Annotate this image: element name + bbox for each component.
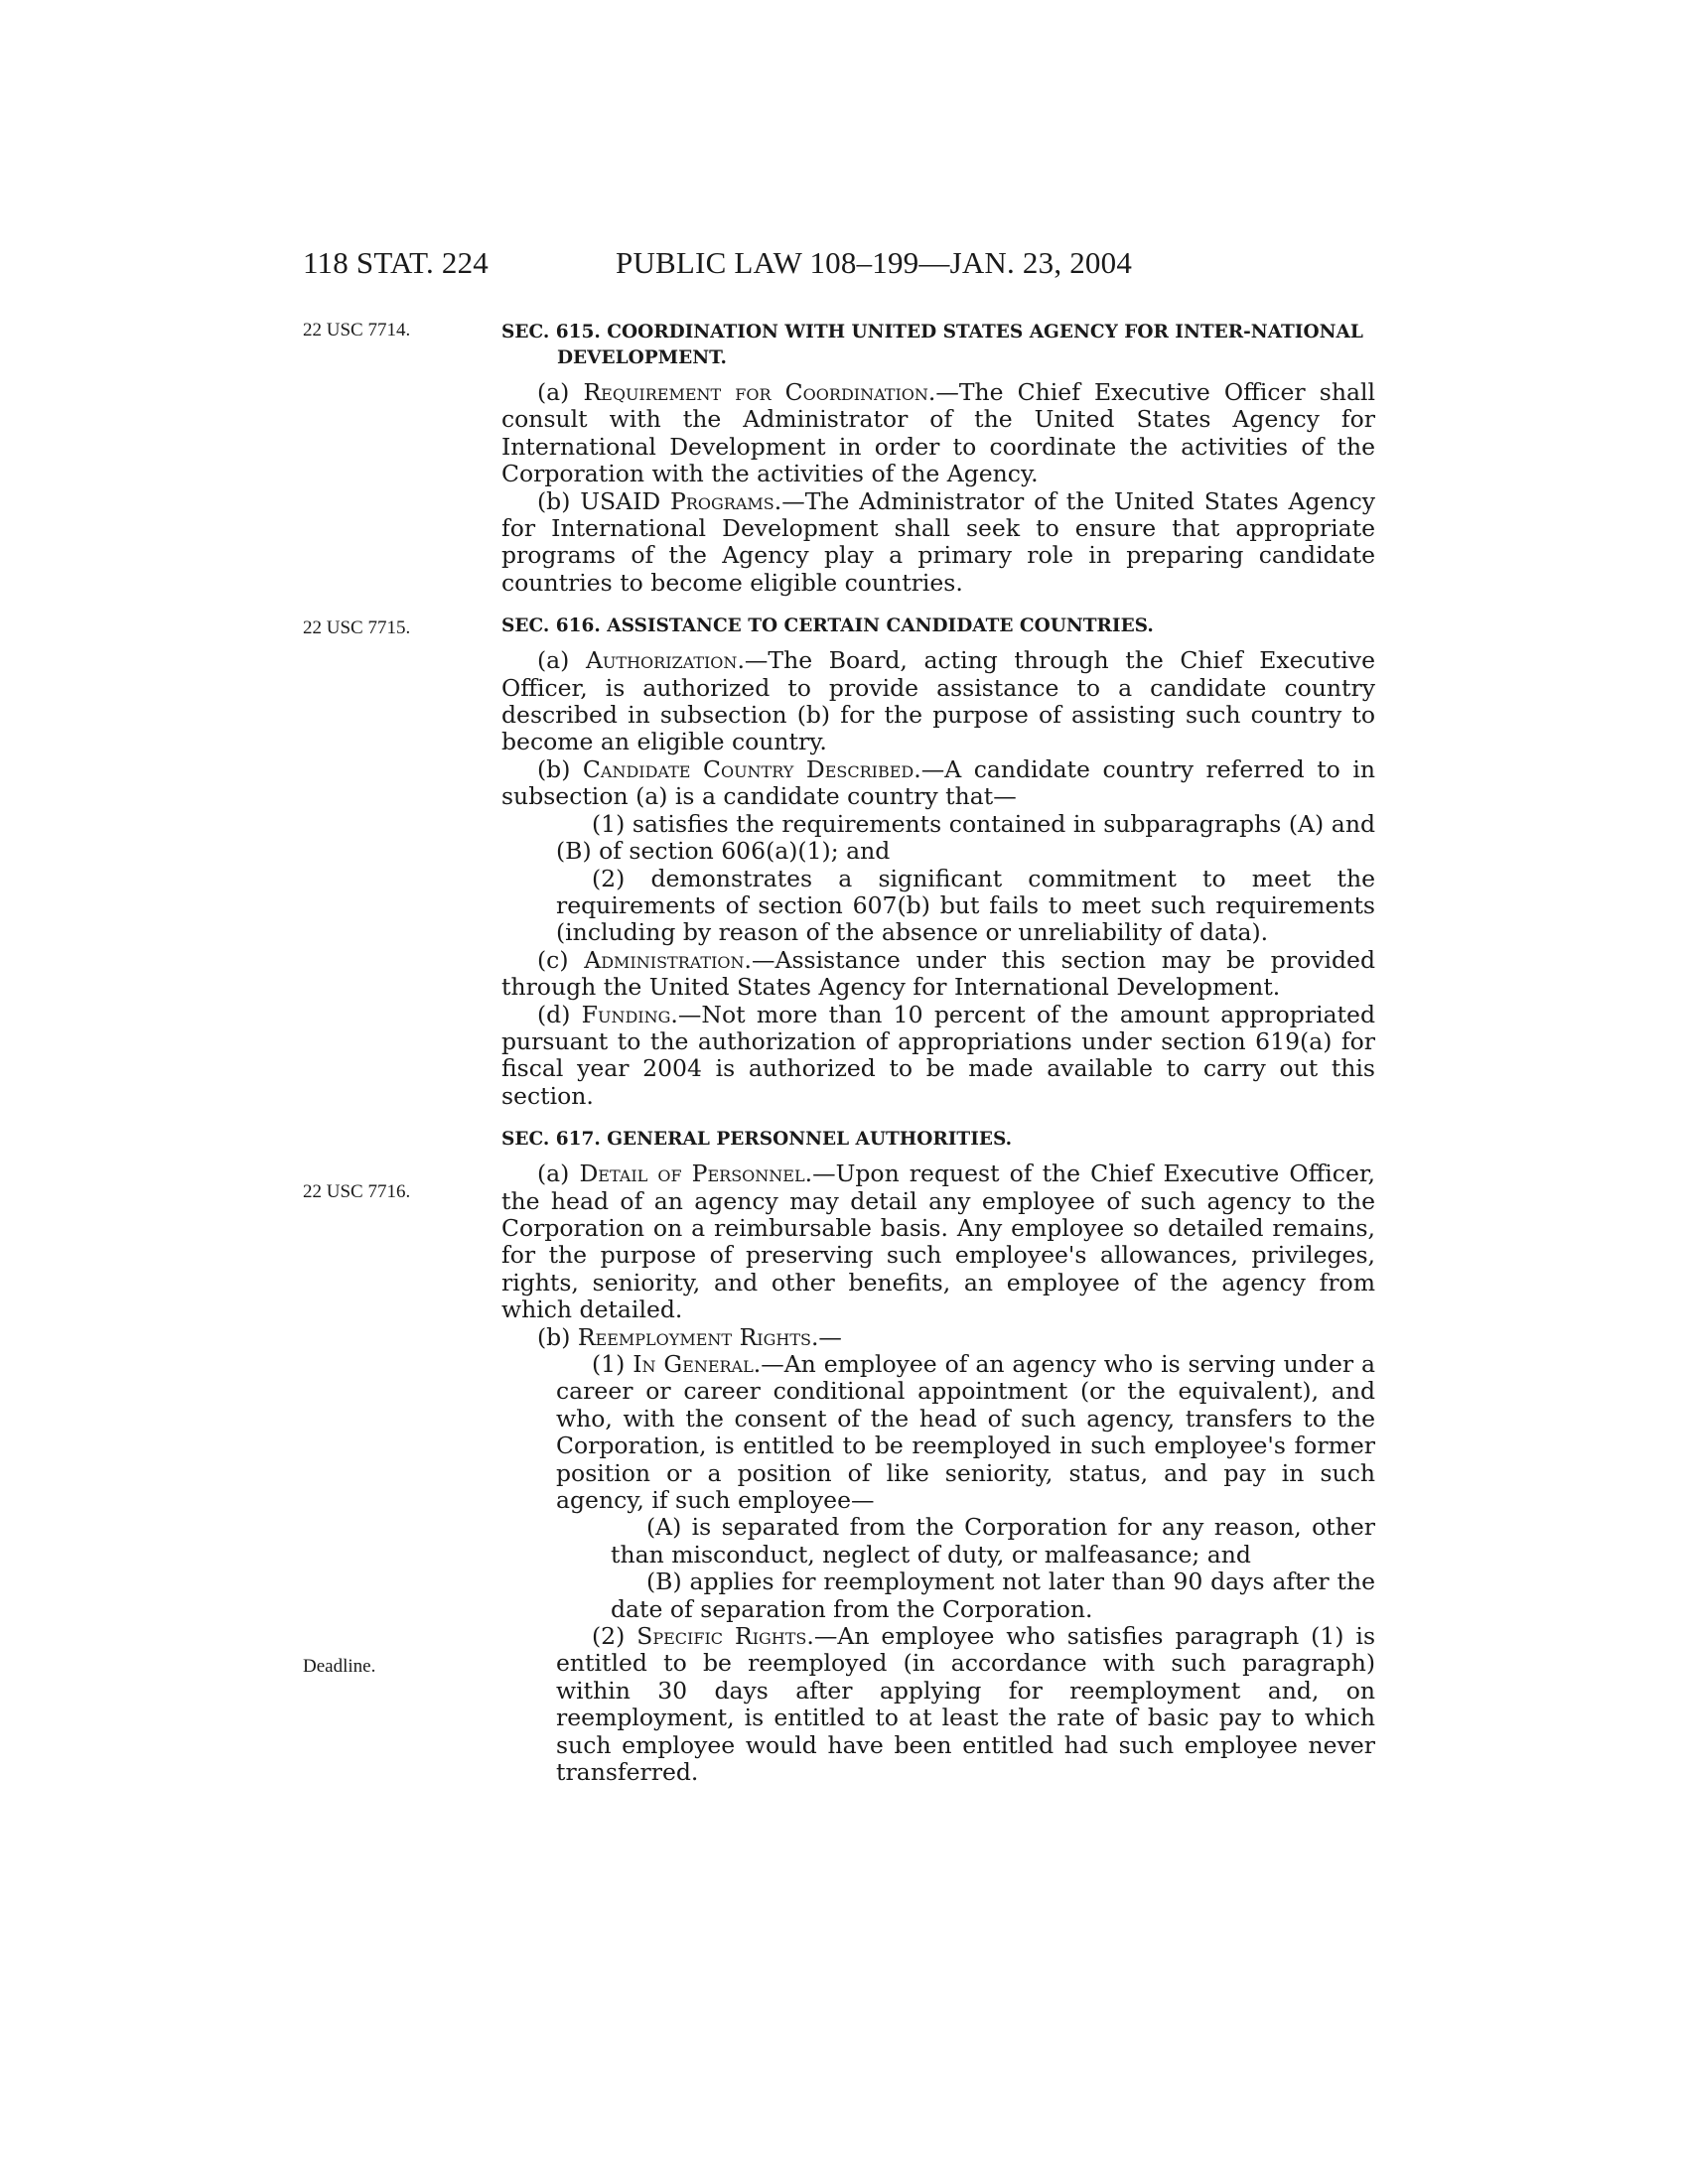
section-615-subsection-a: (a) Requirement for Coordination.—The Chief Executive Officer shall consult with the Administrator of the United States Agency for International Development in order to coordinate the activities of the Corporation with the activities of the Agency. [501, 378, 1375, 488]
section-617-subparagraph-b1a: (A) is separated from the Corporation for any reason, other than misconduct, neglect of duty, or malfeasance; and [611, 1513, 1375, 1569]
margin-note-deadline: Deadline. [303, 1656, 376, 1677]
section-616-subsection-d: (d) Funding.—Not more than 10 percent of the amount appropriated pursuant to the authorization of appropriations under section 619(a) for fiscal year 2004 is authorized to be made available to carry out this section. [501, 1000, 1375, 1110]
section-617-paragraph-b1: (1) In General.—An employee of an agency who is serving under a career or career conditional appointment (or the equivalent), and who, with the consent of the head of such agency, transfers to the Corporation, is entitled to be reemployed in such employee's former position or a position of like seniority, status, and pay in such agency, if such employee— [556, 1350, 1375, 1515]
section-616-paragraph-b1: (1) satisfies the requirements contained in subparagraphs (A) and (B) of section 606(a)(1); and [556, 809, 1375, 866]
section-616-paragraph-b2: (2) demonstrates a significant commitment to meet the requirements of section 607(b) but fails to meet such requirements (including by reason of the absence or unreliability of data). [556, 864, 1375, 947]
section-617-subsection-a: (a) Detail of Personnel.—Upon request of the Chief Executive Officer, the head of an agency may detail any employee of such agency to the Corporation on a reimbursable basis. Any employee so detailed remains, for the purpose of preserving such employee's allowances, privileges, rights, seniority, and other benefits, an employee of the agency from which detailed. [501, 1160, 1375, 1324]
section-617-subparagraph-b1b: (B) applies for reemployment not later than 90 days after the date of separation from the Corporation. [611, 1568, 1375, 1623]
section-616-subsection-a: (a) Authorization.—The Board, acting through the Chief Executive Officer, is authorized to provide assistance to a candidate country described in subsection (b) for the purpose of assisting such country to become an eligible country. [501, 646, 1375, 756]
statute-text-column [501, 320, 1375, 1787]
margin-note-usc-7714: 22 USC 7714. [303, 320, 411, 341]
section-616-heading: SEC. 616. ASSISTANCE TO CERTAIN CANDIDATE COUNTRIES. [501, 615, 1154, 637]
page-header-stat: 118 STAT. 224 [303, 245, 489, 280]
margin-note-usc-7715: 22 USC 7715. [303, 617, 411, 638]
section-616-subsection-b: (b) Candidate Country Described.—A candidate country referred to in subsection (a) is a candidate country that— [501, 754, 1375, 811]
section-617-paragraph-b2: (2) Specific Rights.—An employee who satisfies paragraph (1) is entitled to be reemployed (in accordance with such paragraph) within 30 days after applying for reemployment and, on reemployment, is entitled to at least the rate of basic pay to which such employee would have been entitled had such employee never transferred. [556, 1622, 1376, 1787]
section-617-subsection-b: (b) Reemployment Rights.— [537, 1322, 842, 1351]
page-header-title: PUBLIC LAW 108–199—JAN. 23, 2004 [616, 245, 1133, 280]
section-615-heading: SEC. 615. COORDINATION WITH UNITED STATES AGENCY FOR INTER-NATIONAL DEVELOPMENT. [501, 322, 1363, 368]
section-617-heading: SEC. 617. GENERAL PERSONNEL AUTHORITIES. [501, 1129, 1013, 1151]
margin-note-usc-7716: 22 USC 7716. [303, 1181, 411, 1202]
section-616-subsection-c: (c) Administration.—Assistance under this section may be provided through the United States Agency for International Development. [501, 945, 1376, 1002]
section-615-subsection-b: (b) USAID Programs.—The Administrator of the United States Agency for International Development shall seek to ensure that appropriate programs of the Agency play a primary role in preparing candidate countries to become eligible countries. [501, 486, 1376, 597]
